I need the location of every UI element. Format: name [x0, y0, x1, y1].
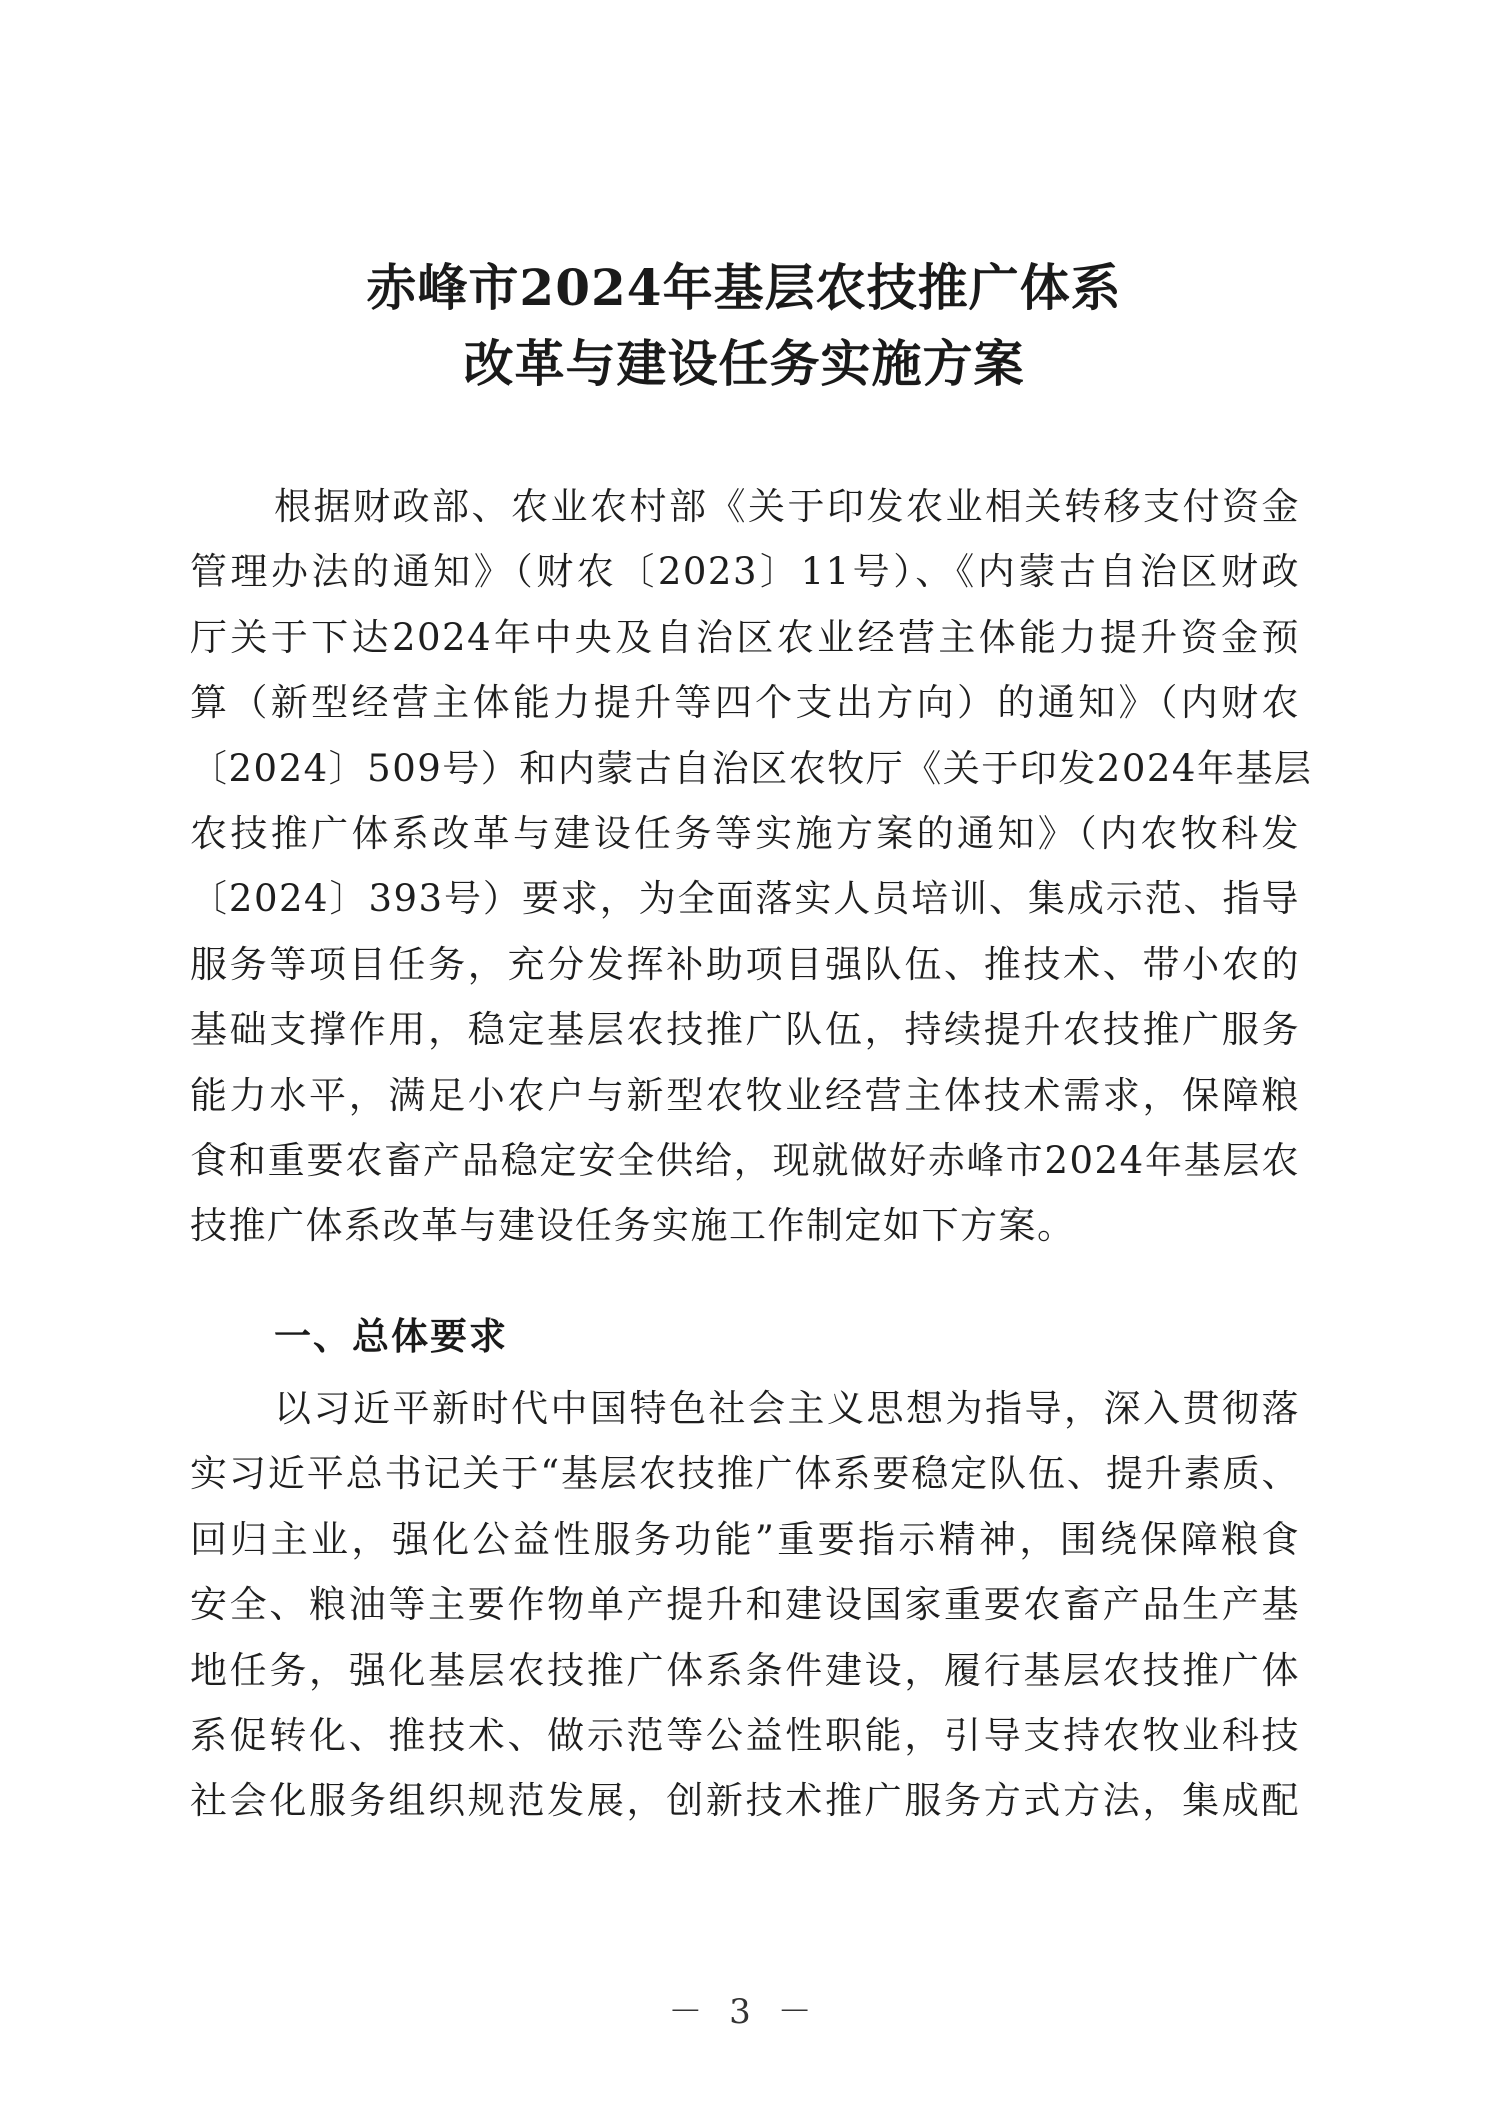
text-line: 以习近平新时代中国特色社会主义思想为指导，深入贯彻落 — [274, 1387, 1300, 1430]
text-line: 社会化服务组织规范发展，创新技术推广服务方式方法，集成配 — [190, 1779, 1300, 1823]
text-line: 实习近平总书记关于“基层农技推广体系要稳定队伍、提升素质、 — [190, 1452, 1300, 1496]
title-line-1: 赤峰市2024年基层农技推广体系 — [366, 258, 1122, 317]
text-line: 服务等项目任务，充分发挥补助项目强队伍、推技术、带小农的 — [190, 942, 1300, 986]
text-line: 基础支撑作用，稳定基层农技推广队伍，持续提升农技推广服务 — [190, 1008, 1300, 1052]
paragraph-intro — [190, 474, 1313, 1259]
text-line: 能力水平，满足小农户与新型农牧业经营主体技术需求，保障粮 — [190, 1073, 1300, 1117]
text-line: 回归主业，强化公益性服务功能”重要指示精神，围绕保障粮食 — [190, 1517, 1300, 1561]
text-line: 安全、粮油等主要作物单产提升和建设国家重要农畜产品生产基 — [190, 1583, 1300, 1627]
text-line: 管理办法的通知》（财农〔2023〕11号）、《内蒙古自治区财政 — [190, 550, 1300, 594]
text-line: 系促转化、推技术、做示范等公益性职能，引导支持农牧业科技 — [190, 1714, 1300, 1758]
text-line: 技推广体系改革与建设任务实施工作制定如下方案。 — [190, 1204, 1076, 1248]
text-line: 厅关于下达2024年中央及自治区农业经营主体能力提升资金预 — [190, 615, 1300, 659]
paragraph-overall-requirements — [190, 1376, 1300, 1834]
text-line: 〔2024〕393号）要求，为全面落实人员培训、集成示范、指导 — [190, 877, 1300, 921]
text-line: 算（新型经营主体能力提升等四个支出方向）的通知》（内财农 — [190, 681, 1300, 725]
section-heading-overall-requirements: 一、总体要求 — [274, 1315, 508, 1358]
text-line: 〔2024〕509号）和内蒙古自治区农牧厅《关于印发2024年基层 — [190, 746, 1313, 790]
text-line: 根据财政部、农业农村部《关于印发农业相关转移支付资金 — [274, 485, 1300, 528]
page-number: － 3 － — [668, 1992, 820, 2032]
document-title — [150, 250, 1338, 402]
text-line: 食和重要农畜产品稳定安全供给，现就做好赤峰市2024年基层农 — [190, 1139, 1300, 1183]
text-line: 地任务，强化基层农技推广体系条件建设，履行基层农技推广体 — [190, 1648, 1300, 1692]
text-line: 农技推广体系改革与建设任务等实施方案的通知》（内农牧科发 — [190, 812, 1300, 856]
title-line-2: 改革与建设任务实施方案 — [463, 334, 1025, 393]
